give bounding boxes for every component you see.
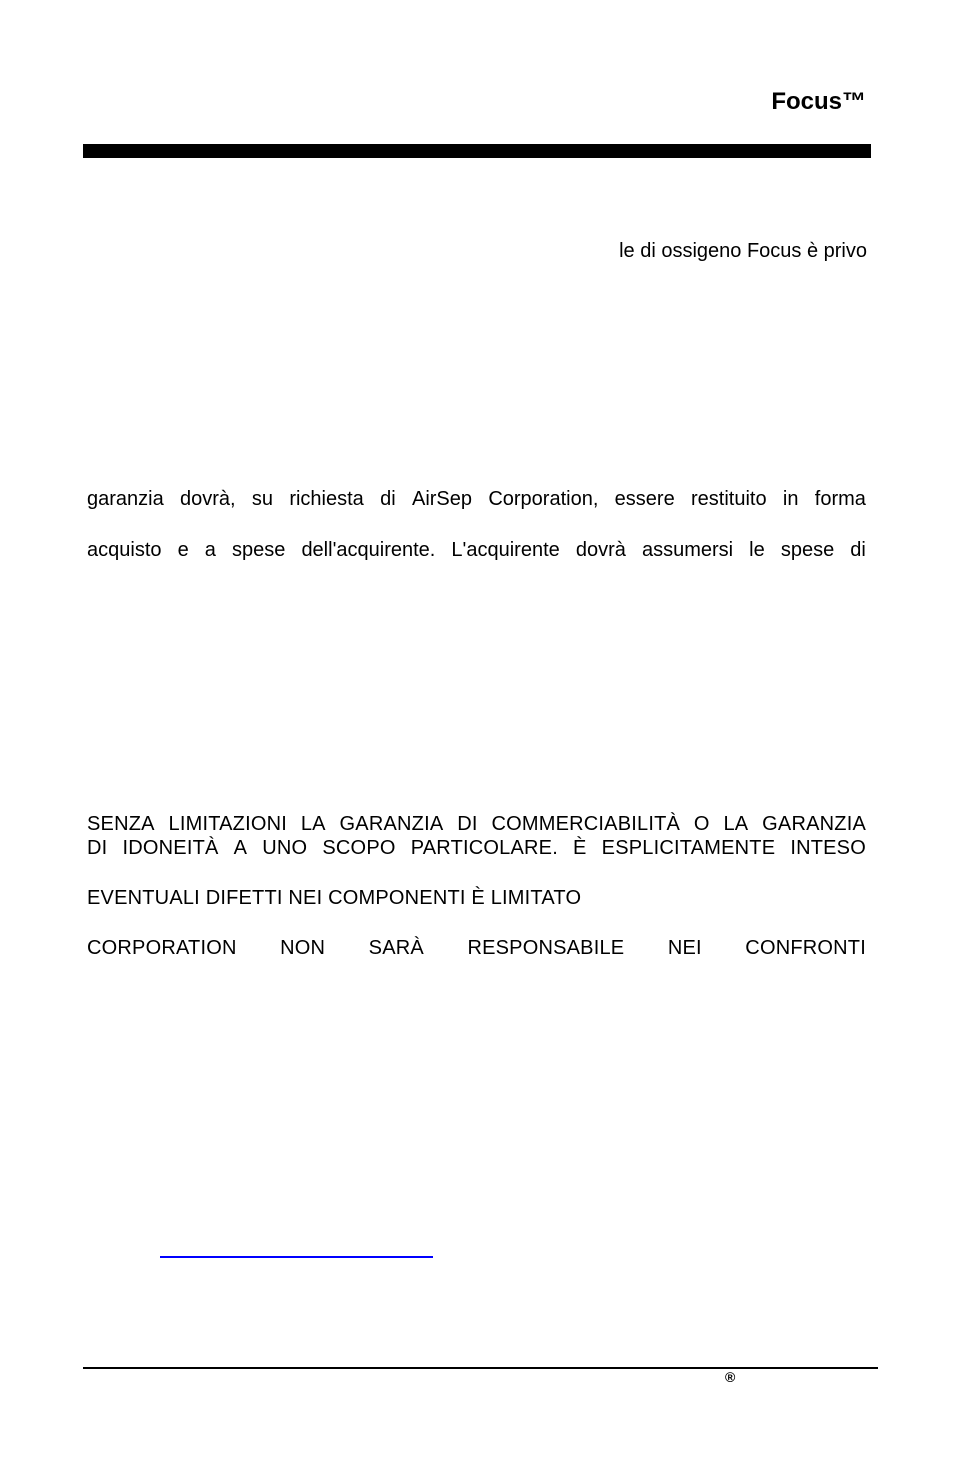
word: di bbox=[380, 488, 396, 510]
paragraph-intro-line: le di ossigeno Focus è privo bbox=[619, 240, 867, 262]
word: dell'acquirente. bbox=[301, 539, 436, 561]
word: UNO bbox=[262, 837, 308, 859]
word: O bbox=[693, 813, 710, 835]
word: GARANZIA bbox=[762, 813, 866, 835]
word: ESPLICITAMENTE bbox=[601, 837, 776, 859]
header-rule bbox=[83, 144, 871, 158]
word: richiesta bbox=[289, 488, 364, 510]
word: CONFRONTI bbox=[745, 937, 866, 959]
word: SENZA bbox=[87, 813, 155, 835]
word: di bbox=[850, 539, 866, 561]
disclaimer-line-2 bbox=[87, 836, 866, 860]
word: in bbox=[782, 488, 799, 510]
word: a bbox=[204, 539, 216, 561]
word: forma bbox=[814, 488, 866, 510]
word: INTESO bbox=[790, 837, 866, 859]
word: Corporation, bbox=[488, 488, 599, 510]
word: le bbox=[749, 539, 765, 561]
disclaimer-line-1 bbox=[87, 812, 866, 836]
paragraph-warranty-line-2 bbox=[87, 538, 866, 562]
word: LIMITAZIONI bbox=[168, 813, 288, 835]
word: assumersi bbox=[641, 539, 734, 561]
word: spese bbox=[231, 539, 286, 561]
word: È bbox=[573, 837, 587, 859]
word: NON bbox=[280, 937, 326, 959]
word: PARTICOLARE. bbox=[410, 837, 558, 859]
registered-trademark-mark: ® bbox=[725, 1369, 736, 1385]
word: e bbox=[177, 539, 189, 561]
word: RESPONSABILE bbox=[467, 937, 625, 959]
word: DI bbox=[87, 837, 108, 859]
word: AirSep bbox=[411, 488, 473, 510]
document-header-title: Focus™ bbox=[771, 88, 866, 115]
word: LA bbox=[300, 813, 326, 835]
word: dovrà, bbox=[180, 488, 236, 510]
word: restituito bbox=[691, 488, 767, 510]
word: SARÀ bbox=[368, 937, 424, 959]
word: su bbox=[251, 488, 274, 510]
word: dovrà bbox=[575, 539, 626, 561]
hyperlink-underline[interactable] bbox=[160, 1256, 433, 1258]
word: IDONEITÀ bbox=[122, 837, 219, 859]
word: acquisto bbox=[87, 539, 162, 561]
word: L'acquirente bbox=[451, 539, 560, 561]
word: DI bbox=[457, 813, 478, 835]
word: garanzia bbox=[87, 488, 164, 510]
word: SCOPO bbox=[322, 837, 396, 859]
word: A bbox=[233, 837, 248, 859]
paragraph-warranty-line-1 bbox=[87, 487, 866, 511]
word: GARANZIA bbox=[339, 813, 444, 835]
disclaimer-line-3: EVENTUALI DIFETTI NEI COMPONENTI È LIMITATO bbox=[87, 887, 582, 909]
disclaimer-line-4 bbox=[87, 936, 866, 960]
word: NEI bbox=[667, 937, 702, 959]
word: essere bbox=[614, 488, 675, 510]
word: COMMERCIABILITÀ bbox=[491, 813, 681, 835]
word: CORPORATION bbox=[87, 937, 237, 959]
footer-rule bbox=[83, 1367, 878, 1369]
word: LA bbox=[723, 813, 749, 835]
word: spese bbox=[780, 539, 835, 561]
